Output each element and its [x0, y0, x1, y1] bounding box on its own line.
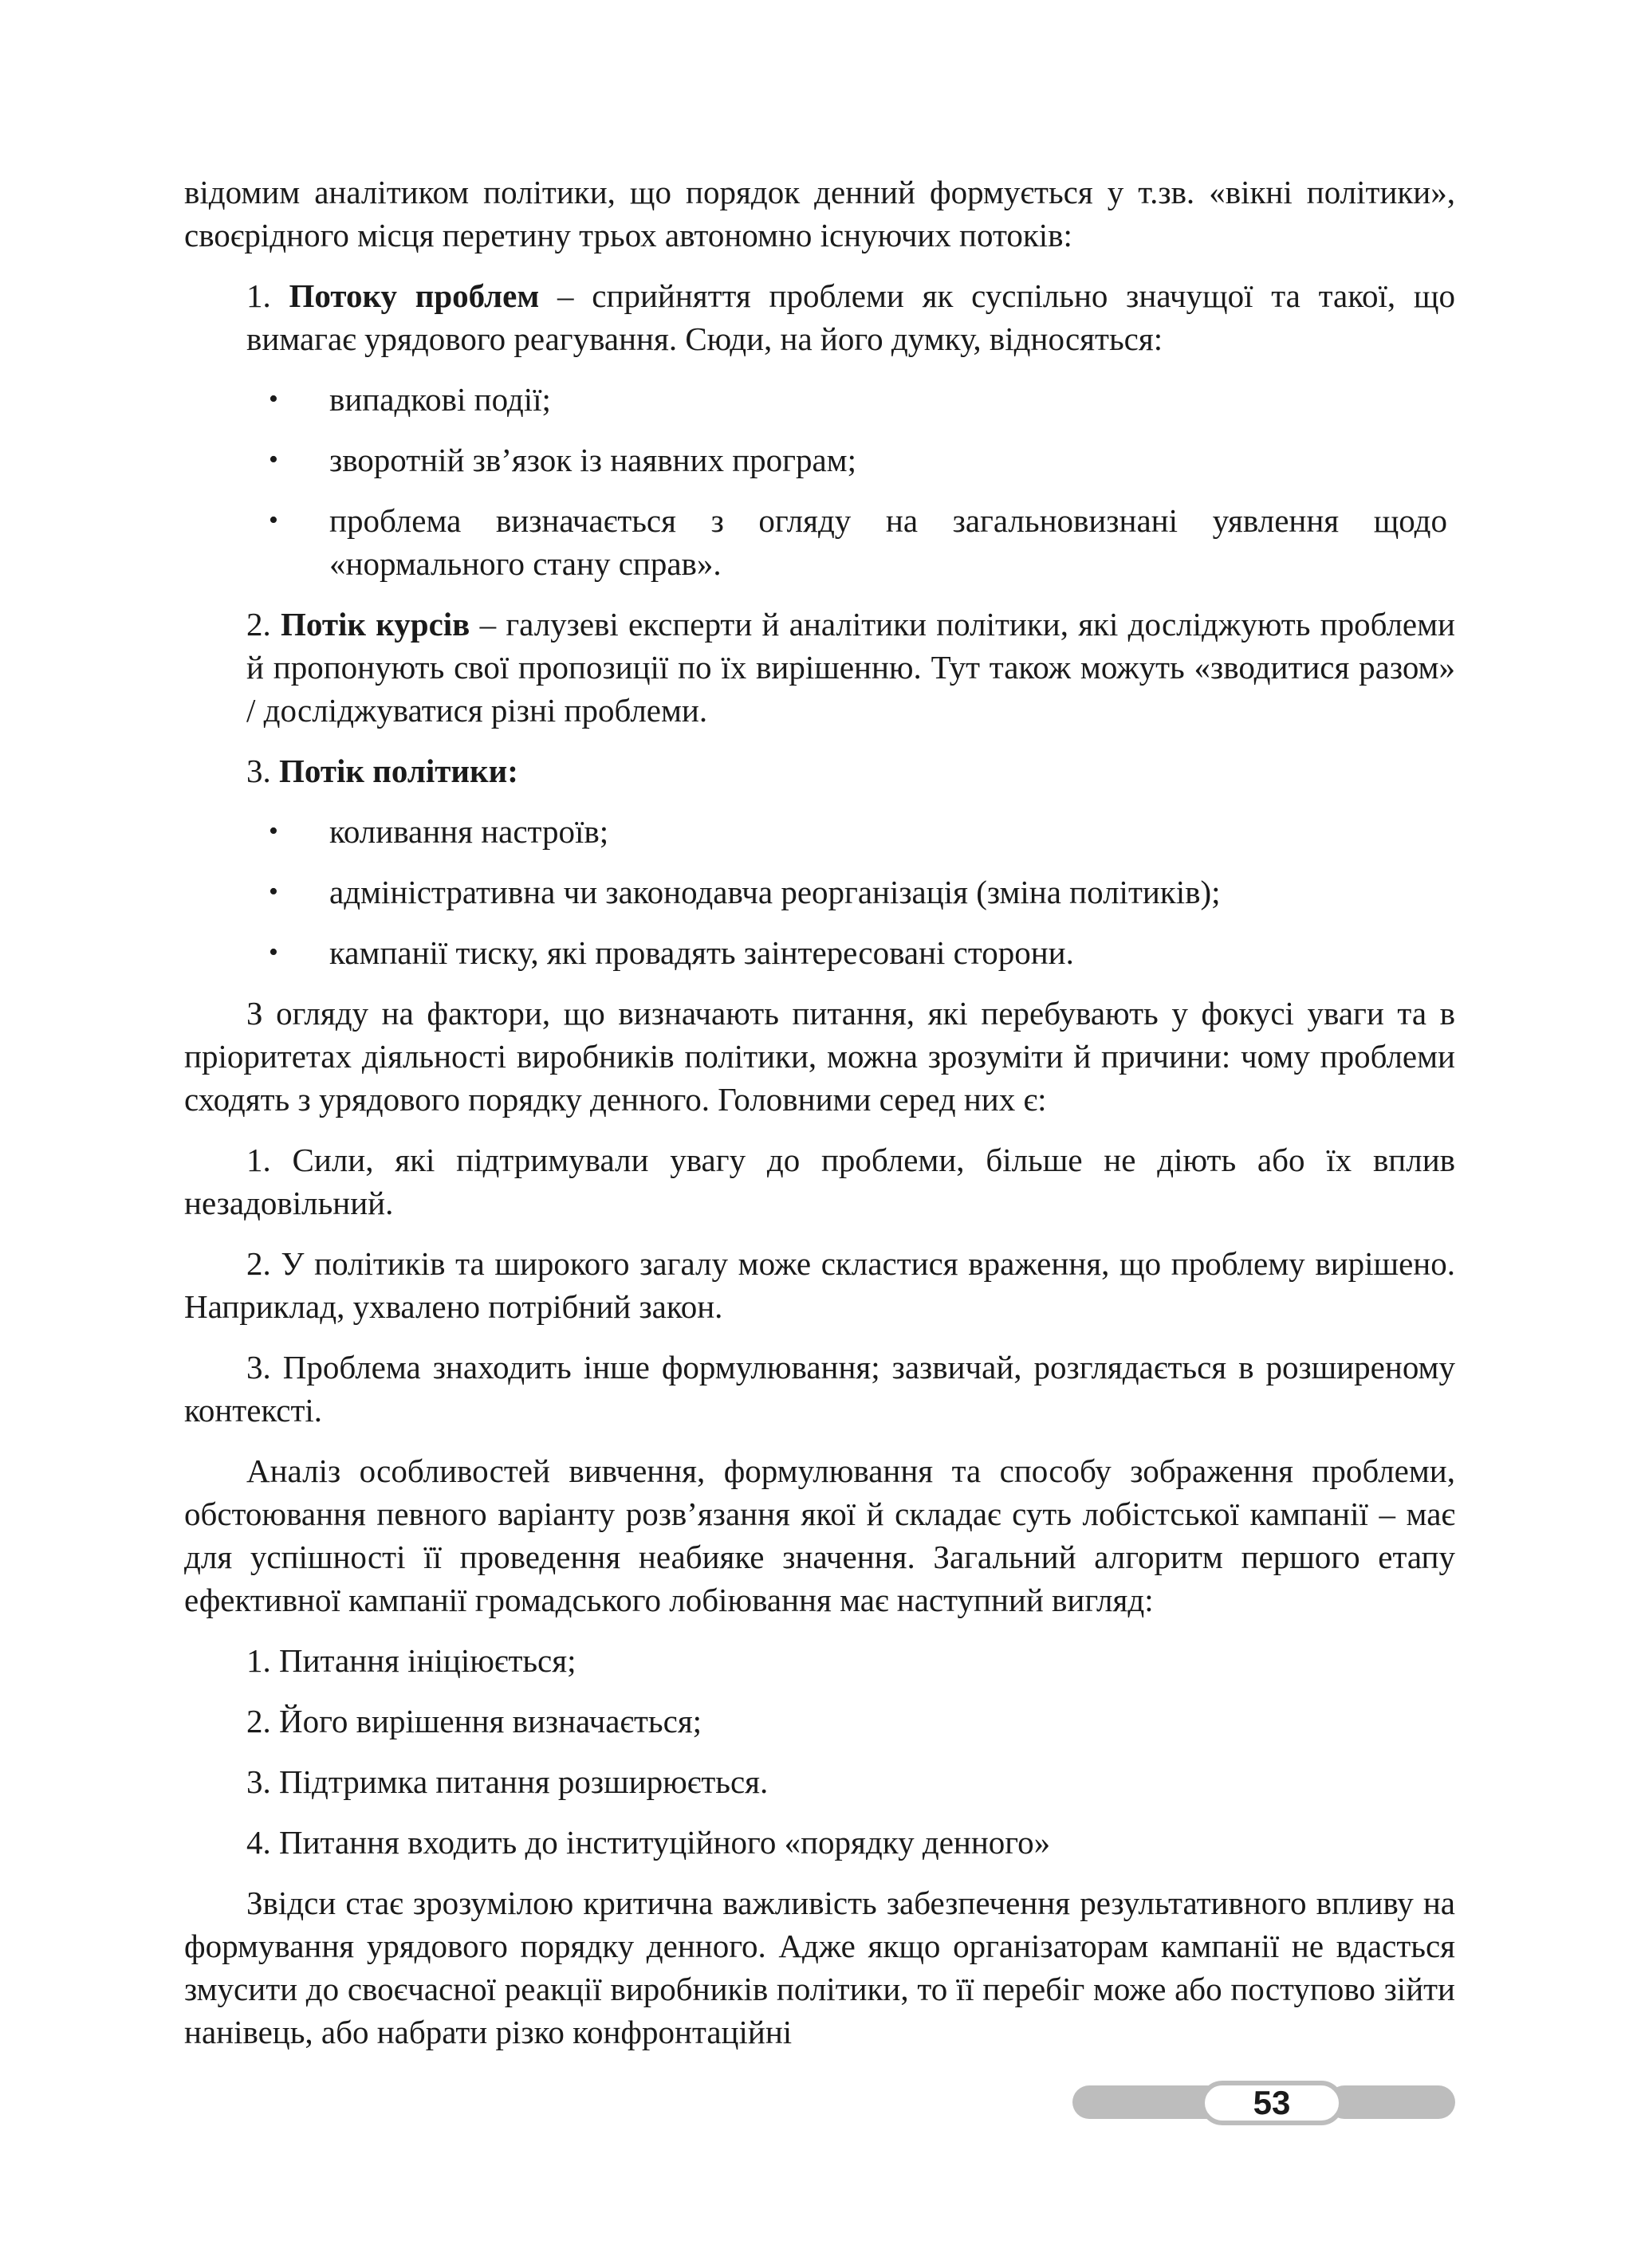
bullet-icon: •: [269, 445, 278, 474]
bullet-text: коливання настроїв;: [329, 813, 609, 850]
stream-courses-title: Потік курсів: [281, 606, 470, 643]
stream-problems-title: Потоку проблем: [289, 277, 540, 314]
bullet-icon: •: [269, 937, 278, 967]
bullet-text: кампанії тиску, які провадять заінтересовані сторони.: [329, 934, 1074, 971]
stream-problems-number: 1.: [246, 277, 271, 314]
list-item: [184, 931, 1455, 974]
footer-decoration-right: [1328, 2085, 1455, 2119]
step-item: 2. Його вирішення визначається;: [246, 1703, 702, 1739]
stream-politics-number: 3.: [246, 753, 271, 789]
list-item: [184, 871, 1455, 914]
bullet-icon: •: [269, 505, 278, 535]
page-footer: [1072, 2081, 1455, 2125]
bullet-icon: •: [269, 816, 278, 846]
stream-politics-title: Потік політики:: [279, 753, 518, 789]
bullet-text: зворотній зв’язок із наявних програм;: [329, 442, 856, 478]
stream-courses-text: – галузеві експерти й аналітики політики, які досліджують проблеми й пропонують свої пропозиції по їх вирішенню. Тут також можуть «зводитися разом» / досліджуватися різні проблеми.: [246, 606, 1455, 729]
list-item: [184, 438, 1455, 482]
list-item: [184, 499, 1455, 585]
reason-item: 2. У політиків та широкого загалу може скластися враження, що проблему вирішено. Наприклад, ухвалено потрібний закон.: [184, 1245, 1455, 1325]
reason-item: 1. Сили, які підтримували увагу до проблеми, більше не діють або їх вплив незадовільний.: [184, 1142, 1455, 1221]
stream-courses-number: 2.: [246, 606, 271, 643]
list-item: [184, 378, 1455, 421]
stream-problems-text: – сприйняття проблеми як суспільно значущої та такої, що вимагає урядового реагування. Сюди, на його думку, відносяться:: [246, 277, 1456, 357]
stream-politics: [184, 749, 1455, 792]
step-item: 1. Питання ініціюється;: [246, 1642, 576, 1679]
step-item: 3. Підтримка питання розширюється.: [246, 1763, 769, 1800]
step-item: 4. Питання входить до інституційного «порядку денного»: [246, 1824, 1051, 1861]
stream-politics-bullets: [184, 810, 1455, 974]
reason-item: 3. Проблема знаходить інше формулювання; зазвичай, розглядається в розширеному контексті.: [184, 1349, 1455, 1429]
page-number: 53: [1200, 2081, 1344, 2125]
factors-paragraph: З огляду на фактори, що визначають питання, які перебувають у фокусі уваги та в пріоритетах діяльності виробників політики, можна зрозуміти й причини: чому проблеми сходять з урядового порядку денного. Головними серед них є:: [184, 995, 1455, 1118]
bullet-icon: •: [269, 877, 278, 906]
stream-problems-bullets: [184, 378, 1455, 585]
analysis-paragraph: Аналіз особливостей вивчення, формулювання та способу зображення проблеми, обстоювання певного варіанту розв’язання якої й складає суть лобістської кампанії – має для успішності її проведення неабияке значення. Загальний алгоритм першого етапу ефективної кампанії громадського лобіювання має наступний вигляд:: [184, 1452, 1455, 1618]
stream-problems: [184, 274, 1455, 360]
intro-paragraph: відомим аналітиком політики, що порядок денний формується у т.зв. «вікні політики», своєрідного місця перетину трьох автономно існуючих потоків:: [184, 174, 1455, 254]
closing-paragraph: Звідси стає зрозумілою критична важливість забезпечення результативного впливу на формування урядового порядку денного. Адже якщо організаторам кампанії не вдасться змусити до своєчасної реакції виробників політики, то її перебіг може або поступово зійти нанівець, або набрати різко конфронтаційні: [184, 1885, 1455, 2050]
bullet-text: проблема визначається з огляду на загальновизнані уявлення щодо «нормального стану справ».: [329, 502, 1447, 582]
bullet-text: адміністративна чи законодавча реорганізація (зміна політиків);: [329, 874, 1221, 910]
stream-courses: [184, 603, 1455, 732]
list-item: [184, 810, 1455, 853]
bullet-icon: •: [269, 384, 278, 414]
page-body: [184, 171, 1455, 2071]
bullet-text: випадкові події;: [329, 381, 551, 418]
